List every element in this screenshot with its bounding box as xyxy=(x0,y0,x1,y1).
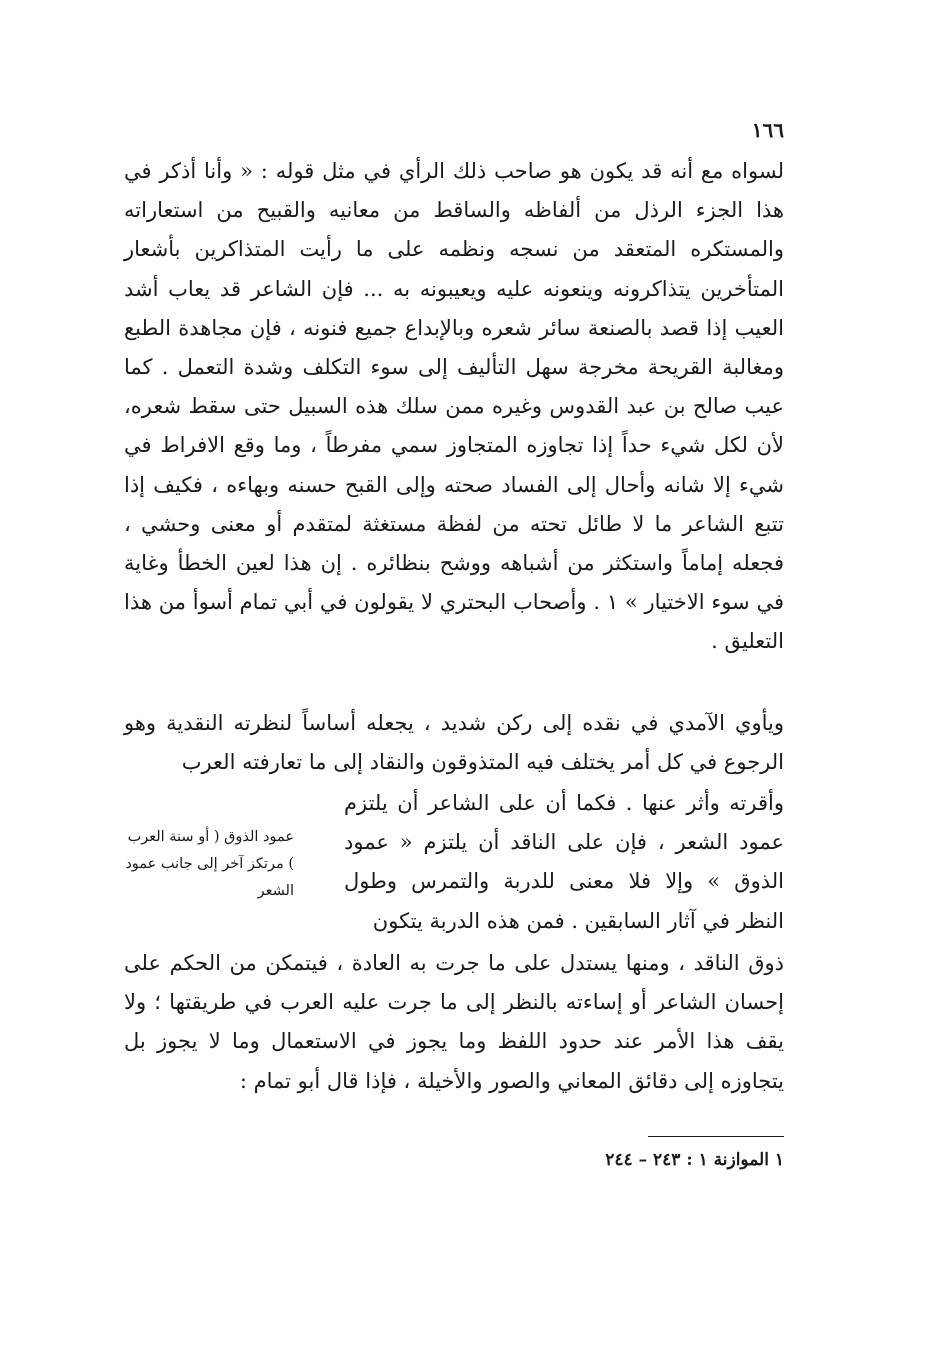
margin-note: عمود الذوق ( أو سنة العرب ) مرتكز آخر إلى جانب عمود الشعر xyxy=(125,829,294,899)
paragraph-1: لسواه مع أنه قد يكون هو صاحب ذلك الرأي في مثل قوله : « وأنا أذكر في هذا الجزء الرذل من ألفاظه والساقط من معانيه والقبيح من استعاراته والمستكره المتعقد من نسجه ونظمه على ما رأيت المتذاكرين بأشعار المتأخرين يتذاكرونه وينعونه عليه ويعيبونه به ... فإن الشاعر قد يعاب أشد العيب إذا قصد بالصنعة سائر شعره وبالإبداع جميع فنونه ، فإن مجاهدة الطبع ومغالبة القريحة مخرجة سهل التأليف إلى سوء التكلف وشدة التعمل . كما عيب صالح بن عبد القدوس وغيره ممن سلك هذه السبيل حتى سقط شعره، لأن لكل شيء حداً إذا تجاوزه المتجاوز سمي مفرطاً ، وما وقع الافراط في شيء إلا شانه وأحال إلى الفساد صحته وإلى القبح حسنه وبهاءه ، فكيف إذا تتبع الشاعر ما لا طائل تحته من لفظة مستغثة لمتقدم أو معنى وحشي ، فجعله إماماً واستكثر من أشباهه ووشح بنظائره . إن هذا لعين الخطأ وغاية في سوء الاختيار » ١ . وأصحاب البحتري لا يقولون في أبي تمام أسوأ من هذا التعليق . xyxy=(124,159,784,654)
page-number: ١٦٦ xyxy=(751,118,784,142)
paragraph-2-wrapped-lines: وأقرته وأثر عنها . فكما أن على الشاعر أن يلتزم عمود الشعر ، فإن على الناقد أن يلتزم « عمود الذوق » وإلا فلا معنى للدربة والتمرس وطول النظر في آثار السابقين . فمن هذه الدربة يتكون xyxy=(344,791,784,933)
paragraph-2-opening: ويأوي الآمدي في نقده إلى ركن شديد ، يجعله أساساً لنظرته النقدية وهو الرجوع في كل أمر يختلف فيه المتذوقون والنقاد إلى ما تعارفته العرب xyxy=(124,711,784,775)
paragraph-2-wrap-block xyxy=(124,784,784,944)
paragraph-2-continuation: ذوق الناقد ، ومنها يستدل على ما جرت به العادة ، فيتمكن من الحكم على إحسان الشاعر أو إساءته بالنظر إلى ما جرت عليه العرب في طريقتها ؛ ولا يقف هذا الأمر عند حدود اللفظ وما يجوز في الاستعمال وما لا يجوز بل يتجاوزه إلى دقائق المعاني والصور والأخيلة ، فإذا قال أبو تمام : xyxy=(124,951,784,1093)
footnote: ١ الموازنة ١ : ٢٤٣ – ٢٤٤ xyxy=(605,1150,784,1170)
footnote-divider xyxy=(648,1136,784,1137)
